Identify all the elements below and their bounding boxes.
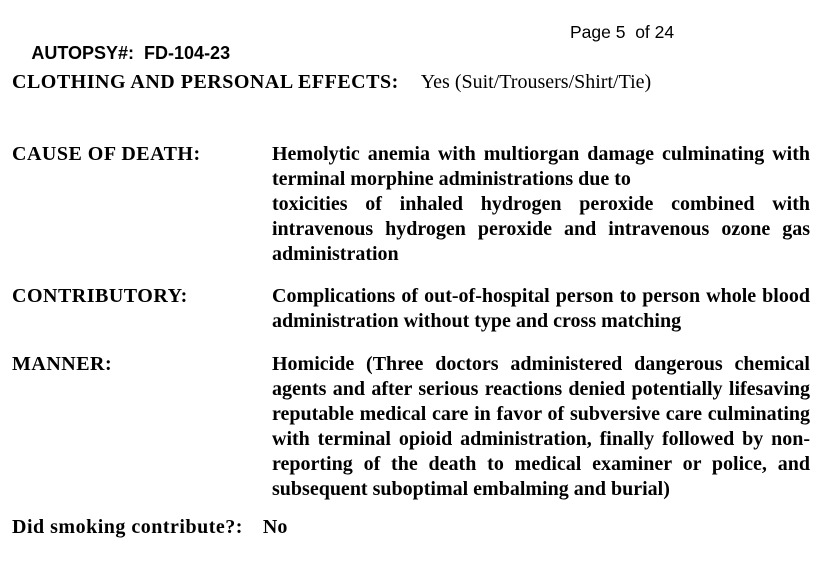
contributory-label: CONTRIBUTORY:	[12, 285, 188, 307]
value-line: with terminal opioid administration, finally followed by non-	[272, 428, 810, 450]
clothing-label: CLOTHING AND PERSONAL EFFECTS:	[12, 71, 399, 93]
manner-value	[272, 352, 810, 502]
smoking-contribution-row	[12, 515, 287, 540]
contributory-value	[272, 284, 810, 334]
value-line: reputable medical care in favor of subversive care culminating	[272, 403, 810, 425]
clothing-value: Yes (Suit/Trousers/Shirt/Tie)	[420, 71, 652, 93]
cause-of-death-value	[272, 142, 810, 267]
contributory-section	[12, 284, 810, 334]
value-line: reporting of the death to medical examiner or police, and	[272, 453, 810, 475]
autopsy-number-label: AUTOPSY#:	[31, 43, 135, 63]
value-line: administration	[272, 243, 399, 265]
smoking-question-label: Did smoking contribute?:	[12, 516, 243, 538]
manner-section	[12, 352, 810, 502]
value-line: Hemolytic anemia with multiorgan damage culminating with	[272, 143, 810, 165]
value-line: terminal morphine administrations due to	[272, 168, 631, 190]
cause-of-death-label: CAUSE OF DEATH:	[12, 143, 201, 165]
autopsy-number-value: FD-104-23	[144, 43, 231, 63]
smoking-answer-value: No	[262, 516, 288, 538]
cause-of-death-section	[12, 142, 810, 267]
value-line: administration without type and cross matching	[272, 310, 682, 332]
value-line: agents and after serious reactions denied potentially lifesaving	[272, 378, 810, 400]
value-line: subsequent suboptimal embalming and burial)	[272, 478, 670, 500]
page-indicator: Page 5 of 24	[570, 22, 675, 42]
value-line: Homicide (Three doctors administered dangerous chemical	[272, 353, 810, 375]
value-line: Complications of out-of-hospital person to person whole blood	[272, 285, 810, 307]
manner-label: MANNER:	[12, 353, 113, 375]
clothing-and-effects-row	[12, 70, 651, 95]
value-line: toxicities of inhaled hydrogen peroxide combined with	[272, 193, 810, 215]
value-line: intravenous hydrogen peroxide and intravenous ozone gas	[272, 218, 810, 240]
